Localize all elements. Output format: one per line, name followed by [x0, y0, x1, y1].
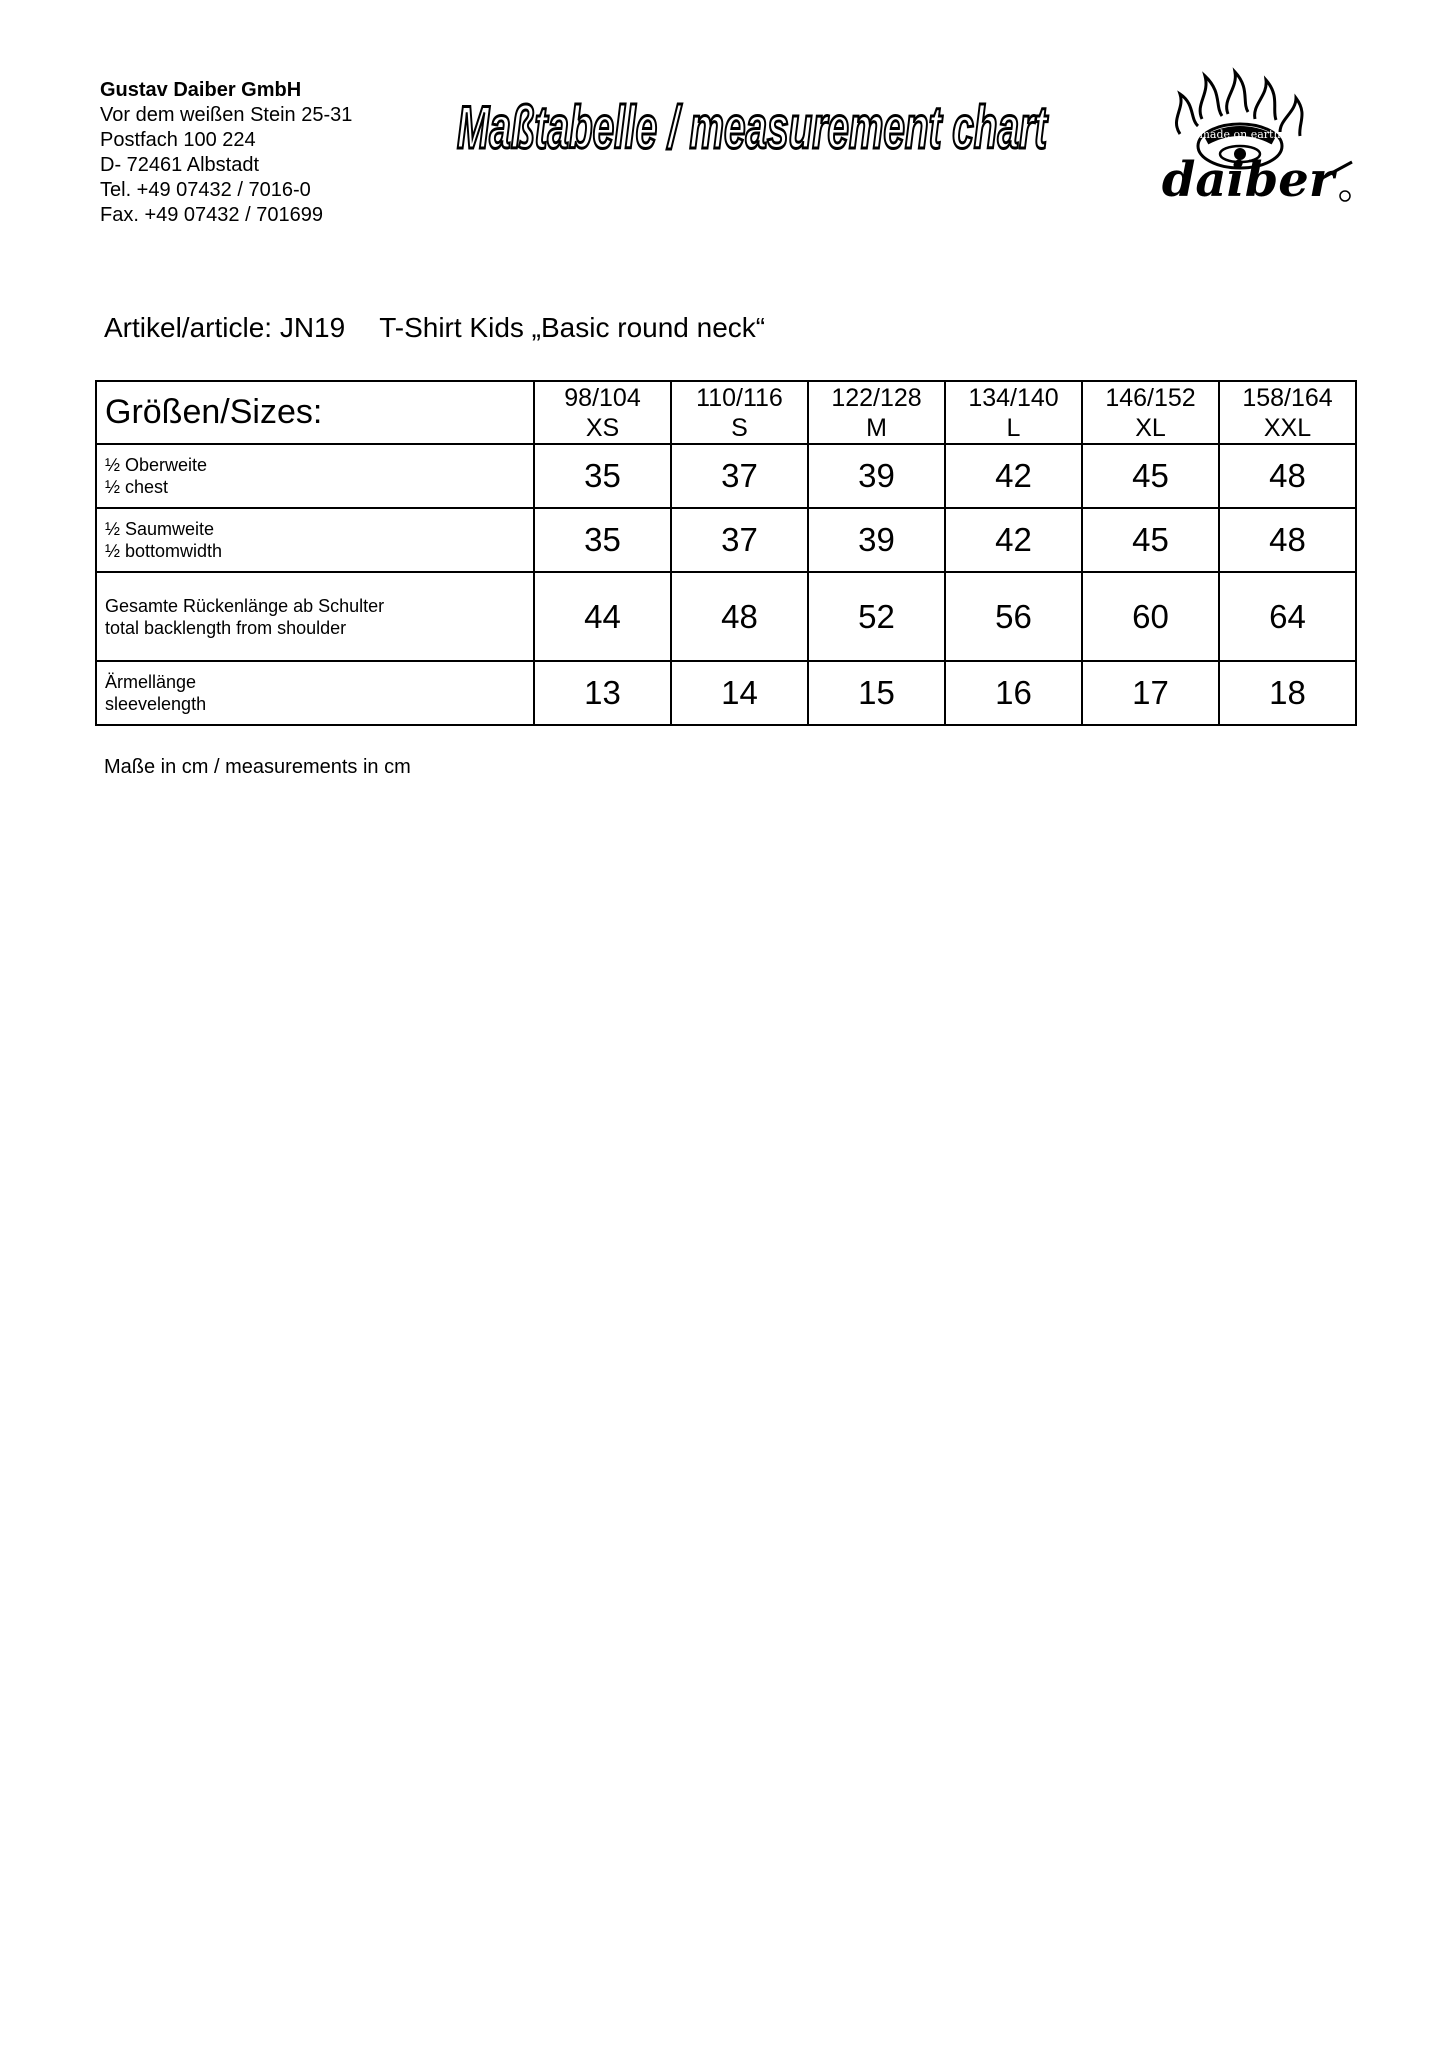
- size-header: [808, 381, 945, 444]
- value-cell: 42: [945, 508, 1082, 572]
- row-label-de: Ärmellänge: [105, 672, 197, 692]
- row-label-en: ½ chest: [105, 477, 169, 497]
- value-cell: 60: [1082, 572, 1219, 661]
- row-label: [96, 661, 534, 725]
- measurement-footnote: Maße in cm / measurements in cm: [104, 756, 411, 778]
- row-label: [96, 508, 534, 572]
- company-name: Gustav Daiber GmbH: [100, 79, 302, 101]
- company-address: [100, 78, 352, 228]
- brand-wordmark: daiber: [1161, 152, 1335, 208]
- seal-text: made on earth: [1199, 128, 1281, 141]
- article-description: T-Shirt Kids „Basic round neck“: [379, 312, 766, 343]
- value-cell: 45: [1082, 508, 1219, 572]
- sizes-header-label: Größen/Sizes:: [96, 381, 534, 444]
- address-line: Postfach 100 224: [100, 129, 256, 151]
- size-range: 110/116: [696, 383, 783, 412]
- title-logo-text: Maßtabelle / measurement chart: [457, 94, 1049, 161]
- table-row: [96, 508, 1356, 572]
- value-cell: 14: [671, 661, 808, 725]
- article-line: [104, 312, 765, 344]
- value-cell: 64: [1219, 572, 1356, 661]
- row-label-en: ½ bottomwidth: [105, 541, 223, 561]
- phone-line: Tel. +49 07432 / 7016-0: [100, 179, 311, 201]
- size-code: M: [866, 413, 887, 442]
- value-cell: 35: [534, 444, 671, 508]
- size-header: [671, 381, 808, 444]
- fax-line: Fax. +49 07432 / 701699: [100, 204, 323, 226]
- row-label-en: total backlength from shoulder: [105, 617, 347, 638]
- size-range: 146/152: [1105, 383, 1196, 412]
- row-label-en: sleevelength: [105, 694, 207, 714]
- value-cell: 56: [945, 572, 1082, 661]
- row-label: [96, 444, 534, 508]
- row-label-de: ½ Saumweite: [105, 519, 215, 539]
- value-cell: 17: [1082, 661, 1219, 725]
- row-label-de: Gesamte Rückenlänge ab Schulter: [105, 595, 385, 616]
- size-code: XXL: [1263, 413, 1312, 442]
- value-cell: 45: [1082, 444, 1219, 508]
- address-line: Vor dem weißen Stein 25-31: [100, 104, 353, 126]
- value-cell: 18: [1219, 661, 1356, 725]
- value-cell: 39: [808, 444, 945, 508]
- value-cell: 13: [534, 661, 671, 725]
- value-cell: 37: [671, 444, 808, 508]
- value-cell: 52: [808, 572, 945, 661]
- value-cell: 48: [671, 572, 808, 661]
- value-cell: 48: [1219, 444, 1356, 508]
- table-row: [96, 444, 1356, 508]
- size-range: 158/164: [1242, 383, 1333, 412]
- size-header: [1219, 381, 1356, 444]
- size-code: S: [731, 413, 748, 442]
- size-range: 122/128: [831, 383, 922, 412]
- row-label-de: ½ Oberweite: [105, 455, 208, 475]
- value-cell: 42: [945, 444, 1082, 508]
- value-cell: 48: [1219, 508, 1356, 572]
- size-code: L: [1006, 413, 1021, 442]
- value-cell: 35: [534, 508, 671, 572]
- article-label: Artikel/article: JN19: [104, 312, 346, 343]
- address-line: D- 72461 Albstadt: [100, 154, 259, 176]
- table-row: [96, 661, 1356, 725]
- size-code: XL: [1135, 413, 1166, 442]
- value-cell: 37: [671, 508, 808, 572]
- size-header: [534, 381, 671, 444]
- size-range: 134/140: [968, 383, 1059, 412]
- daiber-logo: [1140, 64, 1360, 214]
- size-code: XS: [585, 413, 620, 442]
- value-cell: 39: [808, 508, 945, 572]
- size-header: [1082, 381, 1219, 444]
- row-label: [96, 572, 534, 661]
- size-header: [945, 381, 1082, 444]
- size-range: 98/104: [564, 383, 641, 412]
- table-header-row: [96, 381, 1356, 444]
- value-cell: 15: [808, 661, 945, 725]
- table-row: [96, 572, 1356, 661]
- value-cell: 16: [945, 661, 1082, 725]
- value-cell: 44: [534, 572, 671, 661]
- measurement-chart-title-logo: [452, 86, 1052, 168]
- measurement-table: [95, 380, 1357, 726]
